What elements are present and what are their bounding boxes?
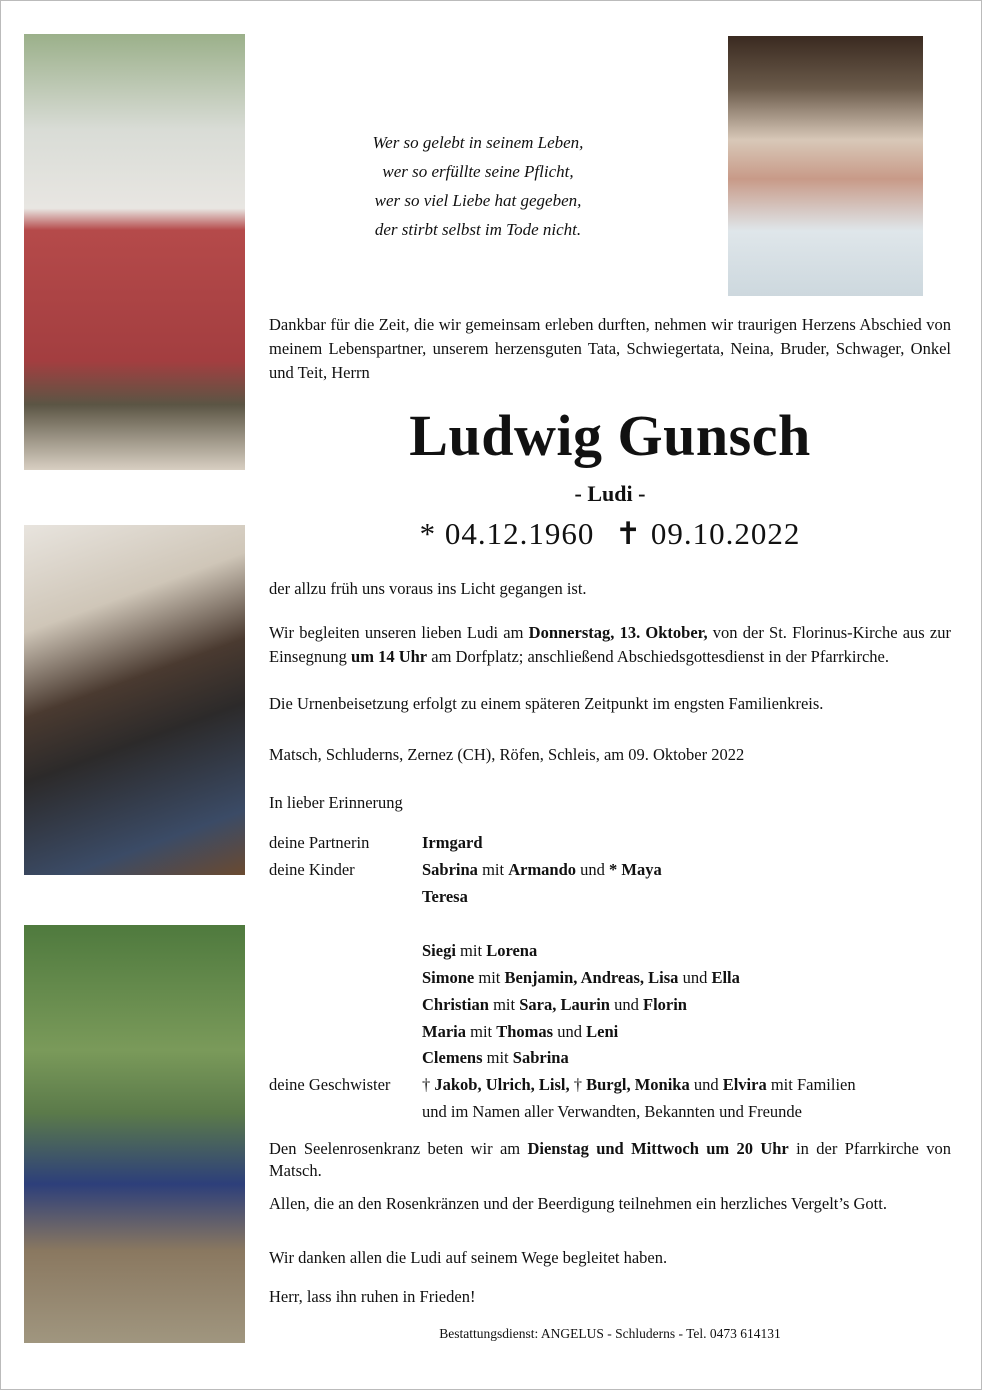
funeral-service-info: Bestattungsdienst: ANGELUS - Schluderns - Tel. 0473 614131	[439, 1326, 781, 1341]
early-text	[269, 577, 951, 601]
bold-text: Thomas	[496, 1022, 554, 1041]
relative-names	[422, 860, 662, 879]
prayer-text	[269, 1285, 951, 1309]
intro-text	[269, 313, 951, 385]
family-row	[269, 993, 969, 1017]
text-run: mit	[465, 1022, 497, 1041]
family-row	[269, 831, 969, 855]
relation-label: deine Geschwister	[269, 1075, 391, 1094]
family-row	[269, 966, 969, 990]
rosary-text	[269, 1138, 951, 1182]
relative-names	[422, 1102, 802, 1121]
death-date: ✝ 09.10.2022	[615, 516, 801, 551]
text-run: in der Pfarrkirche von Matsch.	[269, 1139, 951, 1180]
text-run: Wir danken allen die Ludi auf seinem Wege begleitet haben.	[269, 1248, 668, 1267]
deceased-name: Ludwig Gunsch	[409, 403, 811, 468]
portrait-photo	[728, 36, 923, 296]
bold-text: Christian	[422, 995, 489, 1014]
memory-text	[269, 791, 951, 815]
photo-bench	[24, 925, 245, 1343]
family-row	[269, 1100, 969, 1124]
family-row	[269, 939, 969, 963]
text-run: In lieber Erinnerung	[269, 793, 403, 812]
poem-line: der stirbt selbst im Tode nicht.	[374, 220, 582, 239]
text-run: von der St. Florinus-Kirche aus zur Einsegnung	[269, 623, 951, 666]
bold-text: Sabrina	[422, 860, 478, 879]
text-run: mit Familien	[766, 1075, 856, 1094]
text-run: mit	[455, 941, 487, 960]
relative-names	[422, 968, 740, 987]
text-run: mit	[477, 860, 509, 879]
poem-line: wer so viel Liebe hat gegeben,	[374, 191, 582, 210]
thanks-text	[269, 1193, 951, 1215]
relation-label: deine Kinder	[269, 860, 355, 879]
bold-text: Armando	[508, 860, 577, 879]
photo-accordion	[24, 525, 245, 875]
bold-text: Benjamin, Andreas, Lisa	[504, 968, 679, 987]
text-run: mit	[482, 1048, 513, 1067]
family-row	[269, 1046, 969, 1070]
memorial-poem	[330, 128, 626, 244]
relative-names	[422, 833, 483, 852]
bold-text: Sabrina	[512, 1048, 569, 1067]
text-run: und	[609, 995, 643, 1014]
text-run: Wir begleiten unseren lieben Ludi am	[269, 623, 529, 642]
funeral-text	[269, 621, 951, 669]
text-run: Allen, die an den Rosenkränzen und der Beerdigung teilnehmen ein herzliches Vergelt’s Gott.	[269, 1194, 887, 1213]
text-run: und	[576, 860, 610, 879]
poem-line: wer so erfüllte seine Pflicht,	[382, 162, 574, 181]
bold-text: Jakob, Ulrich, Lisl,	[434, 1075, 570, 1094]
relative-names	[422, 995, 687, 1014]
bold-text: Burgl, Monika	[586, 1075, 690, 1094]
place-date	[269, 743, 951, 767]
family-row	[269, 1073, 969, 1097]
relative-names	[422, 941, 537, 960]
bold-text: * Maya	[609, 860, 662, 879]
text-run: und	[689, 1075, 723, 1094]
bold-text: Dienstag und Mittwoch um 20 Uhr	[527, 1139, 789, 1158]
relative-names	[422, 1075, 856, 1094]
birth-date: * 04.12.1960	[419, 516, 595, 551]
bold-text: Elvira	[722, 1075, 767, 1094]
text-run: und im Namen aller Verwandten, Bekannten und Freunde	[422, 1102, 803, 1121]
text-run: Dankbar für die Zeit, die wir gemeinsam erleben durften, nehmen wir traurigen Herzens Abschied von meinem Lebenspartner, unserem herzensguten Tata, Schwiegertata, Neina, Bruder, Schwager, Onkel und Teit, Herrn	[269, 315, 951, 382]
text-run: der allzu früh uns voraus ins Licht gegangen ist.	[269, 579, 587, 598]
bold-text: Maria	[422, 1022, 466, 1041]
bold-text: Siegi	[422, 941, 456, 960]
bold-text: Clemens	[422, 1048, 483, 1067]
relative-names	[422, 1048, 569, 1067]
bold-text: um 14 Uhr	[351, 647, 428, 666]
text-run: Den Seelenrosenkranz beten wir am	[269, 1139, 528, 1158]
text-run: mit	[488, 995, 520, 1014]
bold-text: Donnerstag, 13. Oktober,	[528, 623, 708, 642]
family-row	[269, 1020, 969, 1044]
bold-text: Leni	[586, 1022, 619, 1041]
relation-label: deine Partnerin	[269, 833, 370, 852]
relative-names	[422, 887, 468, 906]
text-run: mit	[474, 968, 505, 987]
thanks-escort-text	[269, 1246, 951, 1270]
bold-text: Ella	[711, 968, 740, 987]
poem-line: Wer so gelebt in seinem Leben,	[372, 133, 584, 152]
photo-toasting	[24, 34, 245, 470]
bold-text: Sara, Laurin	[519, 995, 610, 1014]
bold-text: Lorena	[486, 941, 538, 960]
bold-text: Florin	[642, 995, 687, 1014]
family-row	[269, 885, 969, 909]
text-run: und	[553, 1022, 587, 1041]
bold-text: Teresa	[422, 887, 468, 906]
urn-text	[269, 692, 951, 716]
text-run: Matsch, Schluderns, Zernez (CH), Röfen, Schleis, am 09. Oktober 2022	[269, 745, 745, 764]
relative-names	[422, 1022, 618, 1041]
text-run: †	[422, 1075, 435, 1094]
bold-text: Irmgard	[422, 833, 483, 852]
text-run: †	[569, 1075, 587, 1094]
text-run: Herr, lass ihn ruhen in Frieden!	[269, 1287, 476, 1306]
text-run: und	[678, 968, 712, 987]
nickname: - Ludi -	[574, 481, 646, 506]
text-run: Die Urnenbeisetzung erfolgt zu einem späteren Zeitpunkt im engsten Familienkreis.	[269, 694, 824, 713]
bold-text: Simone	[422, 968, 475, 987]
family-row	[269, 858, 969, 882]
text-run: am Dorfplatz; anschließend Abschiedsgottesdienst in der Pfarrkirche.	[427, 647, 890, 666]
life-dates	[269, 516, 951, 552]
